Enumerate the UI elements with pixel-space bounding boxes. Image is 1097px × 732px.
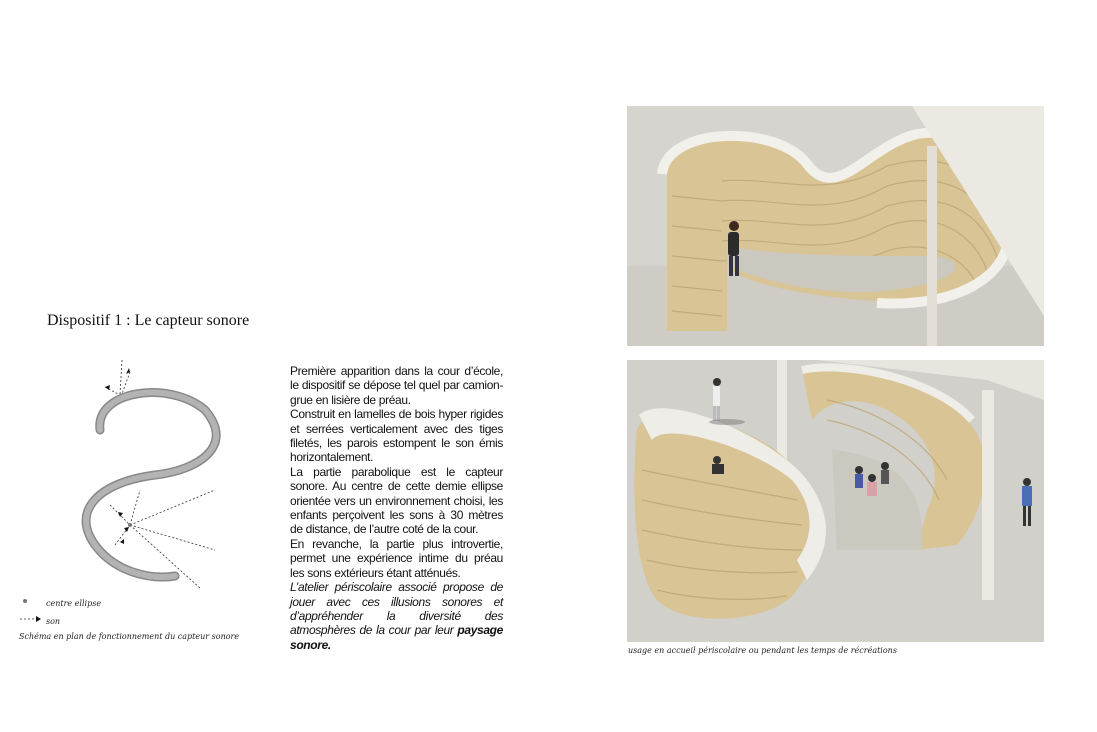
legend-centre	[20, 596, 101, 608]
bold-phrase: paysage sonore.	[290, 623, 503, 652]
body-text	[290, 364, 503, 652]
paragraph: En revanche, la partie plus introvertie, permet une expérience intime du préau les sons extérieurs étant atténués.	[290, 536, 503, 580]
legend-son	[20, 614, 60, 626]
paragraph: La partie parabolique est le capteur sonore. Au centre de cette demie ellipse orientée vers un environnement choisi, les enfants perçoivent les sons à 30 mètres de distance, de l’autre coté de la cour.	[290, 464, 503, 537]
schema-caption: Schéma en plan de fonctionnement du capteur sonore	[19, 632, 240, 641]
legend-centre-label: centre ellipse	[46, 599, 102, 608]
capteur-plan-drawing	[60, 350, 230, 590]
ellipse-centre-dot	[128, 523, 132, 527]
page-title: Dispositif 1 : Le capteur sonore	[47, 312, 250, 329]
schema-diagram	[60, 350, 230, 590]
legend-son-label: son	[46, 617, 61, 626]
paragraph: Construit en lamelles de bois hyper rigides et serrées verticalement avec des tiges filetés, les parois estompent le son émis horizontalement.	[290, 407, 503, 465]
paragraph-italic: L’atelier périscolaire associé propose de jouer avec ces illusions sonores et d’appréhender la diversité des atmosphères de la cour par leur paysage sonore.	[290, 580, 503, 652]
wall-shape	[86, 393, 216, 577]
model-photo-bottom	[627, 360, 1044, 642]
paragraph: Première apparition dans la cour d’école, le dispositif se dépose tel quel par camion-grue en lisière de préau.	[290, 364, 503, 407]
photo-caption: usage en accueil périscolaire ou pendant les temps de récréations	[628, 646, 897, 655]
model-photo-top	[627, 106, 1044, 346]
